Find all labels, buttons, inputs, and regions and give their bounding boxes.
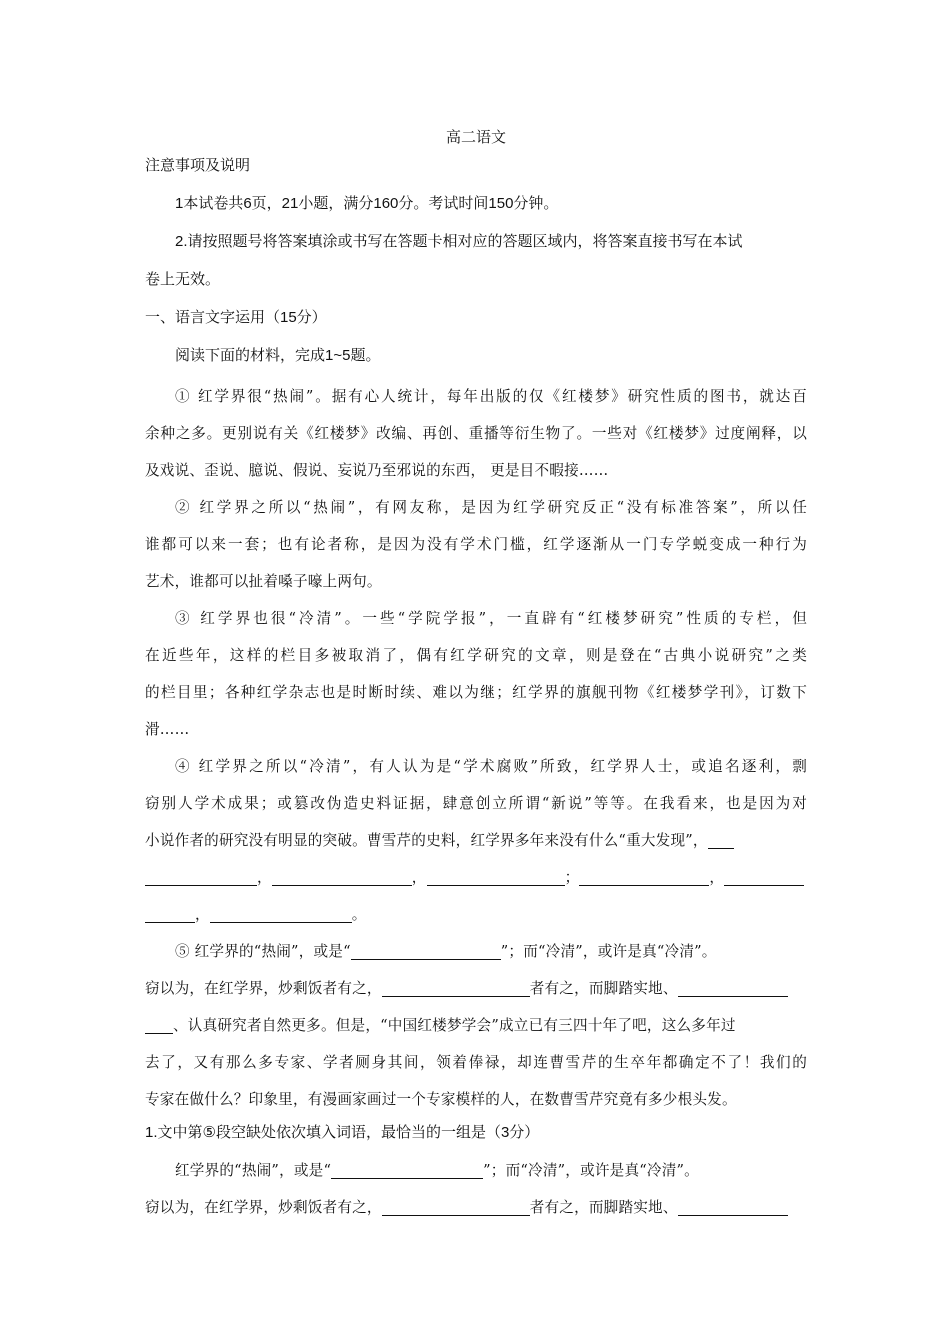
answer-blank: [724, 869, 804, 886]
paragraph-line: 滑……: [145, 721, 190, 738]
paragraph-5: [145, 933, 807, 1118]
answer-blank: [351, 943, 501, 960]
question-1-quote: [145, 1152, 807, 1226]
question-1-prompt: 1.文中第⑤段空缺处依次填入词语，最恰当的一组是（3分）: [145, 1124, 540, 1141]
paragraph-text: 小说作者的研究没有明显的突破。曹雪芹的史料，红学界多年来没有什么“重大发现”，: [145, 832, 708, 849]
answer-blank: [708, 832, 734, 849]
answer-blank: [427, 869, 565, 886]
paragraph-line: [145, 859, 807, 896]
paragraph-text: 窃以为，在红学界，炒剩饭者有之，: [145, 980, 382, 997]
answer-blank: [579, 869, 709, 886]
paragraph-line: 的栏目里；各种红学杂志也是时断时续、难以为继；红学界的旗舰刊物《红楼梦学刊》，订数下: [145, 684, 807, 701]
quote-line: [145, 1152, 807, 1189]
punctuation: ，: [257, 869, 272, 886]
notice-item-1: 1本试卷共6页，21小题，满分160分。考试时间150分钟。: [175, 195, 559, 212]
paragraph-line: [145, 970, 807, 1007]
quote-text: ”；而“冷清”，或许是真“冷清”。: [483, 1162, 699, 1179]
paragraph-3: [145, 600, 807, 748]
paragraph-line: 专家在做什么？印象里，有漫画家画过一个专家模样的人，在数曹雪芹究竟有多少根头发。: [145, 1091, 737, 1108]
paragraph-text: ”；而“冷清”，或许是真“冷清”。: [500, 943, 717, 960]
paragraph-line: 去了，又有那么多专家、学者厕身其间，领着俸禄，却连曹雪芹的生卒年都确定不了！我们的: [145, 1054, 807, 1071]
paragraph-line: 在近些年，这样的栏目多被取消了，偶有红学研究的文章，则是登在“古典小说研究”之类: [145, 647, 807, 664]
paragraph-line: ① 红学界很“热闹”。据有心人统计，每年出版的仅《红楼梦》研究性质的图书，就达百: [175, 388, 807, 405]
paragraph-line: 及戏说、歪说、臆说、假说、妄说乃至邪说的东西， 更是目不暇接……: [145, 462, 609, 479]
page-title: 高二语文: [445, 129, 506, 146]
paragraph-line: 窃别人学术成果；或篡改伪造史料证据，肆意创立所谓“新说”等等。在我看来，也是因为对: [145, 795, 807, 812]
quote-text: 者有之，而脚踏实地、: [529, 1199, 678, 1216]
answer-blank: [145, 1017, 173, 1034]
paragraph-line: ③ 红学界也很“冷清”。一些“学院学报”，一直辟有“红楼梦研究”性质的专栏，但: [175, 610, 807, 627]
paragraph-line: 艺术，谁都可以扯着嗓子嚎上两句。: [145, 573, 382, 590]
paragraph-line: [145, 822, 807, 859]
answer-blank: [678, 980, 788, 997]
answer-blank: [145, 906, 195, 923]
quote-text: 红学界的“热闹”，或是“: [175, 1162, 332, 1179]
quote-line: [145, 1189, 807, 1226]
answer-blank: [382, 980, 530, 997]
punctuation: ，: [411, 869, 427, 886]
paragraph-1: [145, 378, 807, 489]
punctuation: 。: [351, 906, 367, 923]
paragraph-line: ② 红学界之所以“热闹”，有网友称，是因为红学研究反正“没有标准答案”，所以任: [175, 499, 807, 516]
answer-blank: [145, 869, 257, 886]
paragraph-4: [145, 748, 807, 933]
answer-blank: [382, 1199, 530, 1216]
section-heading-1: 一、语言文字运用（15分）: [145, 309, 327, 326]
answer-blank: [210, 906, 352, 923]
notice-item-2-cont: 卷上无效。: [145, 271, 221, 288]
quote-text: 窃以为，在红学界，炒剩饭者有之，: [145, 1199, 382, 1216]
paragraph-2: [145, 489, 807, 600]
answer-blank: [272, 869, 412, 886]
paragraph-text: 者有之，而脚踏实地、: [529, 980, 678, 997]
answer-blank: [678, 1199, 788, 1216]
paragraph-line: 余种之多。更别说有关《红楼梦》改编、再创、重播等衍生物了。一些对《红楼梦》过度阐释，以: [145, 425, 807, 442]
paragraph-text: ⑤ 红学界的“热闹”，或是“: [175, 943, 351, 960]
paragraph-line: [145, 933, 807, 970]
notice-heading: 注意事项及说明: [145, 157, 251, 174]
paragraph-line: 谁都可以来一套；也有论者称，是因为没有学术门槛，红学逐渐从一门专学蜕变成一种行为: [145, 536, 807, 553]
paragraph-line: [145, 1007, 807, 1044]
paragraph-line: [145, 896, 807, 933]
paragraph-line: ④ 红学界之所以“冷清”，有人认为是“学术腐败”所致，红学界人士，或追名逐利，剽: [175, 758, 807, 775]
notice-item-2: 2.请按照题号将答案填涂或书写在答题卡相对应的答题区域内，将答案直接书写在本试: [175, 233, 743, 250]
punctuation: ，: [195, 906, 210, 923]
punctuation: ；: [564, 869, 580, 886]
page-content: [145, 124, 807, 1226]
punctuation: ，: [709, 869, 725, 886]
paragraph-text: 、认真研究者自然更多。但是，“中国红楼梦学会”成立已有三四十年了吧，这么多年过: [173, 1017, 736, 1034]
answer-blank: [331, 1162, 483, 1179]
reading-instruction: 阅读下面的材料，完成1~5题。: [175, 347, 381, 364]
